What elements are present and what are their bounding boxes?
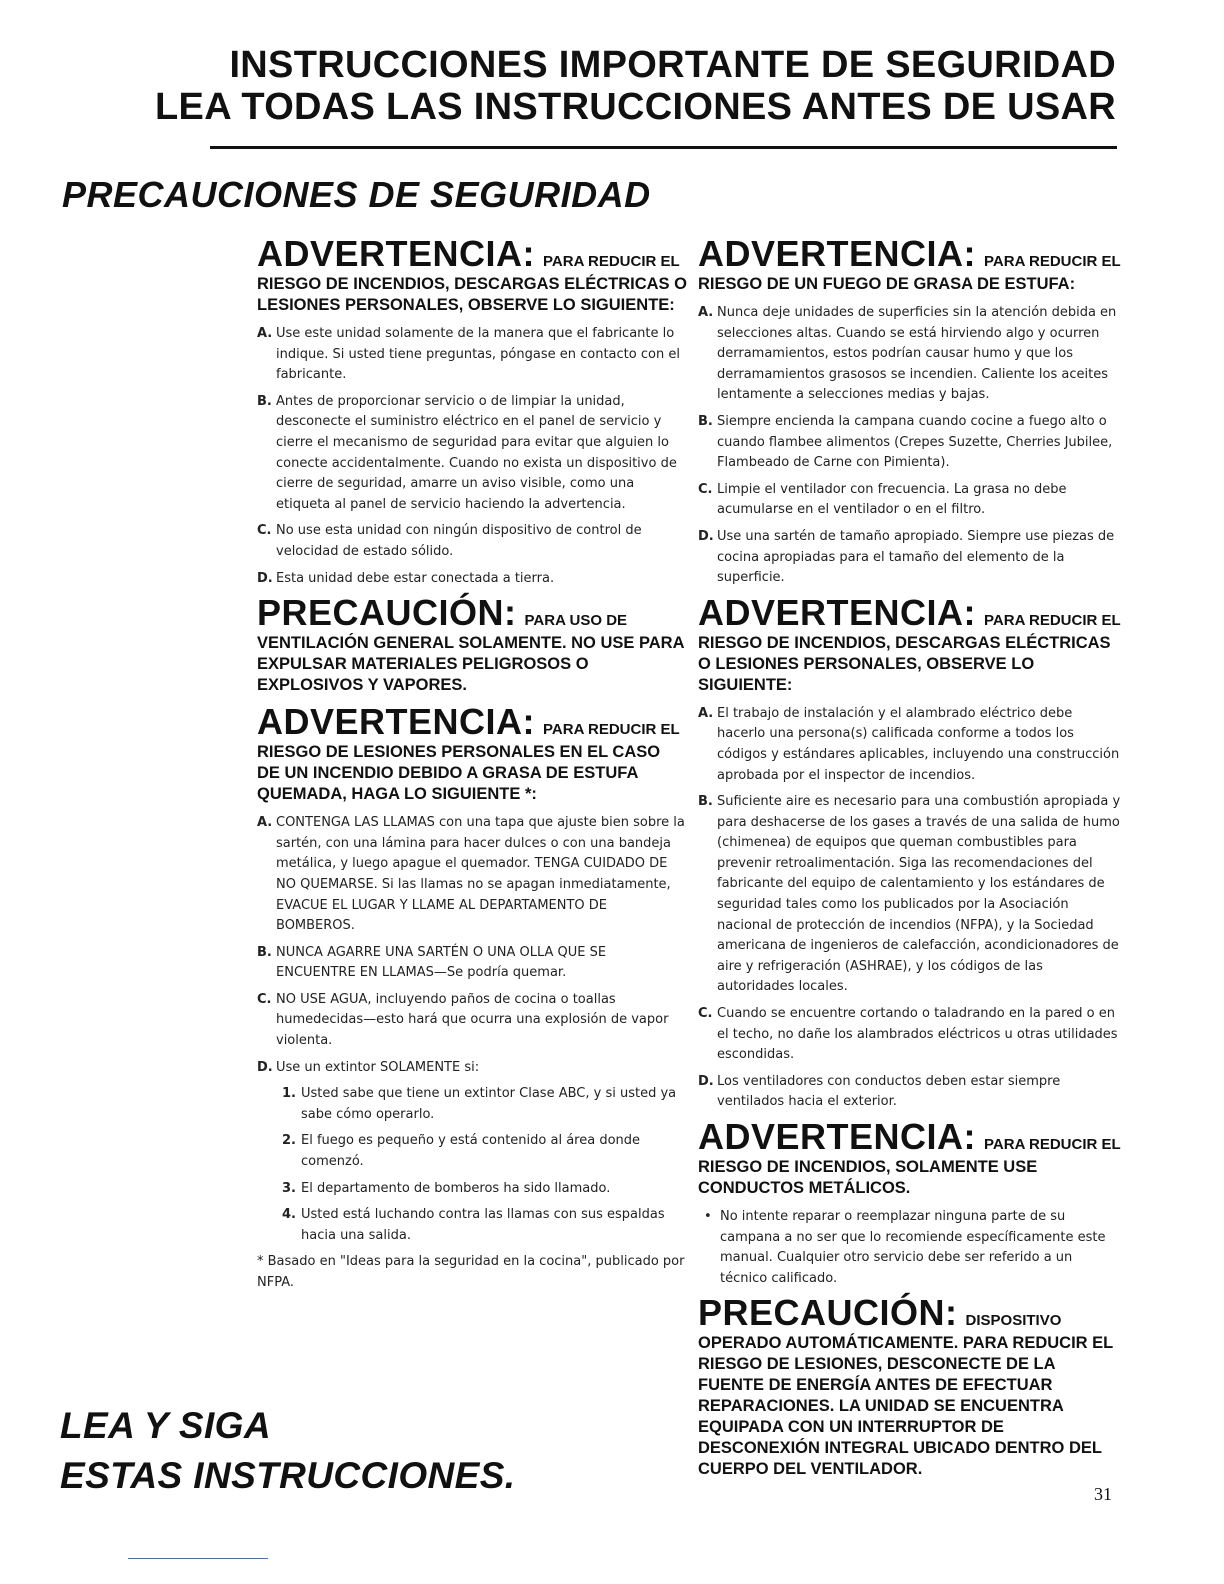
warning-heading-lead: PARA REDUCIR EL — [984, 611, 1121, 629]
numbered-item: 2. El fuego es pequeño y está contenido al área donde comenzó. — [282, 1133, 641, 1170]
list-item: A. Use este unidad solamente de la manera que el fabricante lo indique. Si usted tiene preguntas, póngase en contacto con el fabricante. — [257, 326, 680, 383]
warning-heading-lead: PARA REDUCIR EL — [543, 721, 680, 739]
warning-subheading: RIESGO DE LESIONES PERSONALES EN EL CASO DE UN INCENDIO DEBIDO A GRASA DE ESTUFA QUEMADA, HAGA LO SIGUIENTE *: — [257, 743, 661, 804]
page-header — [155, 44, 1116, 128]
list-item: C. NO USE AGUA, incluyendo paños de cocina o toallas humedecidas—esto hará que ocurra una explosión de vapor violenta. — [257, 991, 669, 1049]
warning-heading-label: ADVERTENCIA: — [698, 591, 977, 633]
warning-subheading: RIESGO DE INCENDIOS, DESCARGAS ELÉCTRICAS O LESIONES PERSONALES, OBSERVE LO SIGUIENTE: — [257, 275, 687, 314]
caution-heading-lead: DISPOSITIVO — [965, 1312, 1062, 1330]
warning-subheading: RIESGO DE INCENDIOS, DESCARGAS ELÉCTRICAS O LESIONES PERSONALES, OBSERVE LO SIGUIENTE: — [698, 633, 1111, 694]
list-item: B. Suficiente aire es necesario para una combustión apropiada y para deshacerse de los gases a través de una salida de humo (chimenea) de equipos que queman combustibles para prevenir retroalimentación. Siga las recomendaciones del fabricante del equipo de calentamiento y los estándares de seguridad tales como los publicados por la Asociación nacional de protección de incendios (NFPA), y la Sociedad americana de ingenieros de calefacción, acondicionadores de aire y refrigeración (ASHRAE), y los códigos de las autoridades locales. — [698, 794, 1121, 995]
warning-heading-label: ADVERTENCIA: — [257, 701, 536, 743]
warning-heading — [698, 1116, 1123, 1157]
right-column — [698, 233, 1123, 1488]
warning-heading — [698, 591, 1123, 633]
list-item: C. No use esta unidad con ningún dispositivo de control de velocidad de estado sólido. — [257, 523, 642, 559]
warning-heading-label: ADVERTENCIA: — [257, 233, 536, 274]
warning-heading — [257, 233, 687, 274]
caution-heading — [698, 1292, 1123, 1334]
footer-divider — [128, 1558, 268, 1559]
warning-block-fire-shock — [257, 233, 687, 589]
numbered-item: 1. Usted sabe que tiene un extintor Clase ABC, y si usted ya sabe cómo operarlo. — [282, 1086, 677, 1122]
warning-block-grease — [698, 233, 1123, 589]
closing-line: ESTAS INSTRUCCIONES. — [60, 1455, 516, 1496]
left-column — [257, 233, 687, 1300]
header-divider — [210, 146, 1117, 149]
caution-block-automatic-device — [698, 1292, 1123, 1480]
warning-heading-label: ADVERTENCIA: — [698, 1116, 977, 1157]
warning-block-grease-fire — [257, 701, 687, 1293]
closing-reminder — [60, 1401, 515, 1501]
numbered-item: 3. El departamento de bomberos ha sido llamado. — [282, 1180, 611, 1196]
header-title: INSTRUCCIONES IMPORTANTE DE SEGURIDAD — [229, 44, 1116, 86]
warning-heading — [257, 701, 687, 743]
caution-block-ventilation — [257, 592, 687, 696]
list-item: D. Use un extintor SOLAMENTE si: — [257, 1059, 480, 1075]
footnote: * Basado en "Ideas para la seguridad en la cocina", publicado por NFPA. — [257, 1254, 685, 1290]
caution-heading-label: PRECAUCIÓN: — [257, 592, 517, 634]
warning-subheading: RIESGO DE UN FUEGO DE GRASA DE ESTUFA: — [698, 275, 1076, 293]
numbered-item: 4. Usted está luchando contra las llamas con sus espaldas hacia una salida. — [282, 1207, 665, 1243]
list-item: A. El trabajo de instalación y el alambrado eléctrico debe hacerlo una persona(s) calificada conforme a todos los códigos y estándares aplicables, incluyendo una construcción aprobada por el inspector de incendios. — [698, 705, 1120, 783]
list-item: B. NUNCA AGARRE UNA SARTÉN O UNA OLLA QUE SE ENCUENTRE EN LLAMAS—Se podría quemar. — [257, 944, 607, 981]
warning-heading-lead: PARA REDUCIR EL — [984, 1136, 1121, 1153]
warning-block-installation — [698, 591, 1123, 1113]
list-item: A. CONTENGA LAS LLAMAS con una tapa que ajuste bien sobre la sartén, con una lámina para hacer dulces o con una bandeja metálica, y luego apague el quemador. TENGA CUIDADO DE NO QUEMARSE. Si las llamas no se apagan inmediatamente, EVACUE EL LUGAR Y LLAME AL DEPARTAMENTO DE BOMBEROS. — [257, 815, 685, 934]
page-number: 31 — [1094, 1484, 1112, 1504]
list-item: C. Cuando se encuentre cortando o taladrando en la pared o en el techo, no dañe los alambrados eléctricos u otras utilidades escondidas. — [698, 1006, 1118, 1063]
warning-heading — [698, 233, 1123, 274]
warning-heading-lead: PARA REDUCIR EL — [543, 253, 680, 270]
section-title: PRECAUCIONES DE SEGURIDAD — [62, 174, 651, 215]
list-item: C. Limpie el ventilador con frecuencia. La grasa no debe acumularse en el ventilador o en el filtro. — [698, 481, 1067, 518]
caution-subheading: VENTILACIÓN GENERAL SOLAMENTE. NO USE PARA EXPULSAR MATERIALES PELIGROSOS O EXPLOSIVOS Y VAPORES. — [257, 634, 684, 695]
caution-heading-lead: PARA USO DE — [524, 612, 628, 630]
caution-heading — [257, 592, 687, 634]
list-item: D. Los ventiladores con conductos deben estar siempre ventilados hacia el exterior. — [698, 1073, 1061, 1110]
bullet-item: • No intente reparar o reemplazar ninguna parte de su campana a no ser que lo recomiende específicamente este manual. Cualquier otro servicio debe ser referido a un técnico calificado. — [698, 1207, 1123, 1289]
list-item: D. Use una sartén de tamaño apropiado. Siempre use piezas de cocina apropiadas para el tamaño del elemento de la superficie. — [698, 528, 1115, 586]
list-item: B. Siempre encienda la campana cuando cocine a fuego alto o cuando flambee alimentos (Crepes Suzette, Cherries Jubilee, Flambeado de Carne con Pimienta). — [698, 413, 1113, 471]
closing-line: LEA Y SIGA — [60, 1405, 271, 1446]
list-item: A. Nunca deje unidades de superficies sin la atención debida en selecciones altas. Cuando se está hirviendo algo y ocurren derramamientos, estos podrían causar humo y que los derramamientos grasosos se incendien. Caliente los aceites lentamente a selecciones medias y bajas. — [698, 305, 1117, 403]
warning-heading-label: ADVERTENCIA: — [698, 233, 977, 274]
caution-heading-label: PRECAUCIÓN: — [698, 1292, 958, 1334]
list-item: D. Esta unidad debe estar conectada a tierra. — [257, 570, 555, 586]
warning-block-metal-ducts — [698, 1116, 1123, 1289]
bullet-icon: • — [704, 1209, 712, 1224]
warning-subheading: RIESGO DE INCENDIOS, SOLAMENTE USE CONDUCTOS METÁLICOS. — [698, 1158, 1038, 1197]
list-item: B. Antes de proporcionar servicio o de limpiar la unidad, desconecte el suministro eléctrico en el panel de servicio y cierre el mecanismo de seguridad para evitar que alguien lo conecte accidentalmente. Cuando no exista un dispositivo de cierre de seguridad, amarre un aviso visible, como una etiqueta al panel de servicio haciendo la advertencia. — [257, 393, 677, 512]
warning-heading-lead: PARA REDUCIR EL — [984, 253, 1121, 270]
caution-subheading: OPERADO AUTOMÁTICAMENTE. PARA REDUCIR EL RIESGO DE LESIONES, DESCONECTE DE LA FUENTE DE ENERGÍA ANTES DE EFECTUAR REPARACIONES. LA UNIDAD SE ENCUENTRA EQUIPADA CON UN INTERRUPTOR DE DESCONEXIÓN INTEGRAL UBICADO DENTRO DEL CUERPO DEL VENTILADOR. — [698, 1334, 1113, 1479]
header-subtitle: LEA TODAS LAS INSTRUCCIONES ANTES DE USAR — [155, 86, 1116, 128]
